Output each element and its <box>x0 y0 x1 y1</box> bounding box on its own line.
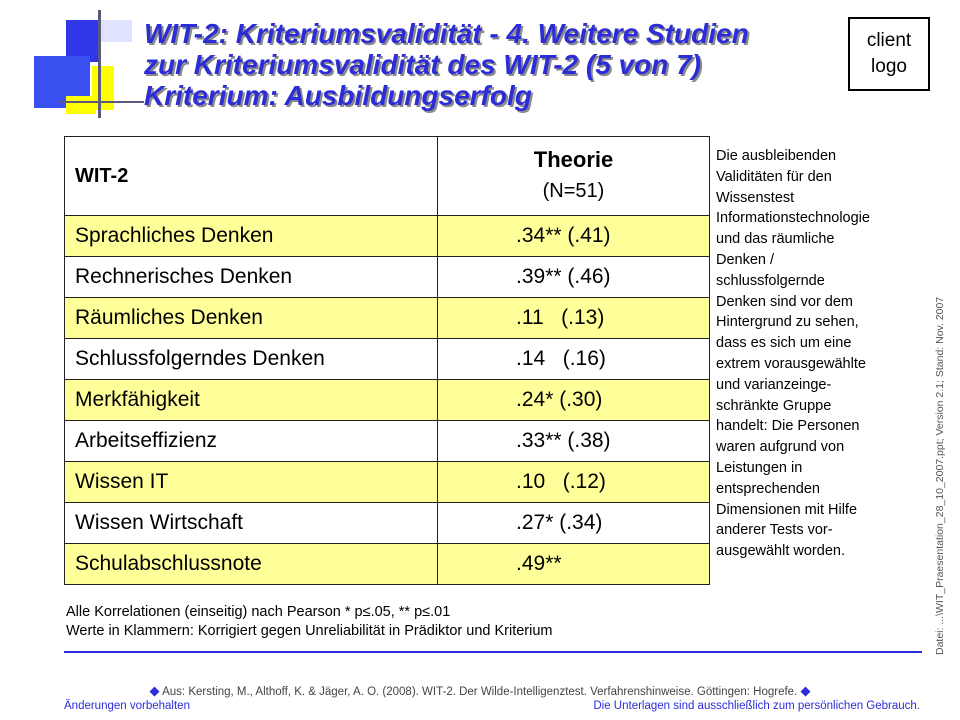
row-label: Wissen IT <box>65 462 438 503</box>
note-line: Die ausbleibenden <box>716 148 837 164</box>
row-label: Merkfähigkeit <box>65 380 438 421</box>
row-label: Rechnerisches Denken <box>65 257 438 298</box>
header-right <box>438 137 710 216</box>
note-line: handelt: Die Personen <box>716 418 860 435</box>
table-row <box>65 503 710 544</box>
note-line: Leistungen in <box>716 459 803 476</box>
note-line: anderer Tests vor- <box>716 522 833 539</box>
note-line: und varianzeinge- <box>716 376 832 393</box>
row-label: Schlussfolgerndes Denken <box>65 339 438 380</box>
note-line: Informationstechnologie <box>716 210 870 227</box>
row-value: .34** (.41) <box>438 216 710 257</box>
note-line: extrem vorausgewählte <box>716 355 866 372</box>
title-line-2: zur Kriteriumsvalidität des WIT-2 (5 von 7) <box>144 49 702 80</box>
validity-table <box>64 136 710 585</box>
header-left: WIT-2 <box>65 137 438 216</box>
client-logo <box>848 17 930 91</box>
note-line: Wissenstest <box>716 189 795 206</box>
side-note <box>716 146 916 562</box>
table-row <box>65 216 710 257</box>
row-value: .39** (.46) <box>438 257 710 298</box>
note-line: Hintergrund zu sehen, <box>716 314 859 331</box>
row-value: .11 (.13) <box>438 298 710 339</box>
table-header-row <box>65 137 710 216</box>
footnote-significance: Alle Korrelationen (einseitig) nach Pearson * p≤.05, ** p≤.01 <box>66 604 451 620</box>
note-line: schlussfolgernde <box>716 272 825 289</box>
row-label: Räumliches Denken <box>65 298 438 339</box>
diamond-icon: ◆ <box>149 683 160 698</box>
note-line: Denken sind vor dem <box>716 293 854 310</box>
source-text: Aus: Kersting, M., Althoff, K. & Jäger, A. O. (2008). WIT-2. Der Wilde-Intelligenztest. Verfahrenshinweise. Göttingen: Hogrefe. <box>162 686 798 698</box>
table-row <box>65 544 710 585</box>
row-label: Sprachliches Denken <box>65 216 438 257</box>
row-value: .24* (.30) <box>438 380 710 421</box>
footer-left: Änderungen vorbehalten <box>64 700 190 712</box>
header-theorie: Theorie <box>533 147 614 172</box>
row-value: .14 (.16) <box>438 339 710 380</box>
note-line: ausgewählt worden. <box>716 543 845 560</box>
decorative-square <box>100 20 132 42</box>
row-label: Wissen Wirtschaft <box>65 503 438 544</box>
table-row <box>65 421 710 462</box>
table-row <box>65 298 710 339</box>
footnote-brackets: Werte in Klammern: Korrigiert gegen Unreliabilität in Prädiktor und Kriterium <box>66 623 553 639</box>
note-line: Dimensionen mit Hilfe <box>716 501 858 518</box>
note-line: Validitäten für den <box>716 168 832 185</box>
table-row <box>65 339 710 380</box>
row-value: .33** (.38) <box>438 421 710 462</box>
divider-line <box>64 651 922 653</box>
footer-right: Die Unterlagen sind ausschließlich zum persönlichen Gebrauch. <box>593 700 920 712</box>
file-info-vertical: Datei: ...\WIT_Praesentation_28_10_2007.ppt; Version 2.1; Stand: Nov. 2007 <box>934 296 946 655</box>
table-row <box>65 257 710 298</box>
row-value: .10 (.12) <box>438 462 710 503</box>
header-n: (N=51) <box>542 180 605 202</box>
row-label: Schulabschlussnote <box>65 544 438 585</box>
decorative-square <box>66 96 96 114</box>
logo-line-1: client <box>866 30 912 51</box>
table-row <box>65 462 710 503</box>
note-line: schränkte Gruppe <box>716 397 832 414</box>
row-value: .49** <box>438 544 710 585</box>
table-row <box>65 380 710 421</box>
logo-line-2: logo <box>871 56 907 77</box>
row-label: Arbeitseffizienz <box>65 421 438 462</box>
diamond-icon: ◆ <box>800 683 811 698</box>
note-line: entsprechenden <box>716 480 820 497</box>
source-citation <box>0 683 960 699</box>
title-line-3: Kriterium: Ausbildungserfolg <box>144 80 532 111</box>
slide-title <box>144 18 844 111</box>
note-line: Denken / <box>716 251 775 268</box>
title-line-1: WIT-2: Kriteriumsvalidität - 4. Weitere Studien <box>144 18 749 49</box>
note-line: waren aufgrund von <box>716 439 845 456</box>
note-line: dass es sich um eine <box>716 335 852 352</box>
decorative-line <box>60 101 144 103</box>
note-line: und das räumliche <box>716 231 835 248</box>
row-value: .27* (.34) <box>438 503 710 544</box>
